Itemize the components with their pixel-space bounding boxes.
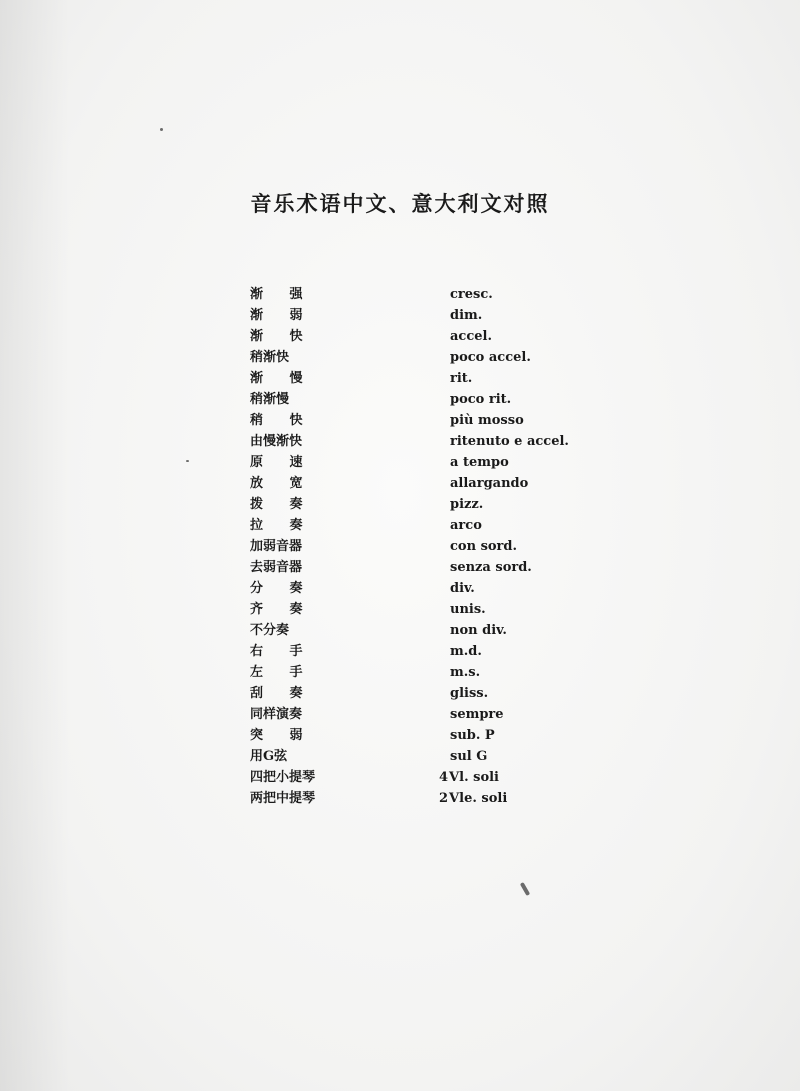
term-italian: a tempo <box>450 455 509 470</box>
term-italian: con sord. <box>450 539 518 554</box>
term-italian: più mosso <box>450 413 524 428</box>
term-italian: poco rit. <box>450 392 512 407</box>
term-row <box>250 515 590 536</box>
term-italian: div. <box>450 581 475 596</box>
term-italian: dim. <box>450 308 483 323</box>
term-chinese: 左 手 <box>250 665 314 680</box>
term-chinese: 原 速 <box>250 455 314 470</box>
term-row <box>250 494 590 515</box>
term-chinese: 稍渐慢 <box>250 392 290 407</box>
term-row <box>250 431 590 452</box>
term-chinese: 分 奏 <box>250 581 314 596</box>
term-row <box>250 389 590 410</box>
term-row <box>250 725 590 746</box>
term-chinese: 渐 弱 <box>250 308 314 323</box>
term-italian: sul G <box>450 749 488 764</box>
term-chinese: 放 宽 <box>250 476 314 491</box>
term-chinese: 刮 奏 <box>250 686 314 701</box>
term-row <box>250 347 590 368</box>
term-italian: cresc. <box>450 287 493 302</box>
term-chinese: 稍 快 <box>250 413 314 428</box>
term-chinese: 不分奏 <box>250 623 290 638</box>
term-row <box>250 578 590 599</box>
term-row <box>250 704 590 725</box>
term-chinese: 齐 奏 <box>250 602 314 617</box>
term-chinese: 用G弦 <box>250 749 288 764</box>
term-row <box>250 641 590 662</box>
term-chinese: 突 弱 <box>250 728 314 743</box>
term-italian: m.d. <box>450 644 482 659</box>
term-row <box>250 788 590 809</box>
term-row <box>250 305 590 326</box>
term-chinese: 四把小提琴 <box>250 770 316 785</box>
term-row <box>250 683 590 704</box>
term-row <box>250 599 590 620</box>
page-edge-shadow <box>0 0 70 1091</box>
term-chinese: 拨 奏 <box>250 497 314 512</box>
term-chinese: 渐 慢 <box>250 371 314 386</box>
paper-speck <box>520 882 530 896</box>
term-italian: m.s. <box>450 665 481 680</box>
term-chinese: 渐 强 <box>250 287 314 302</box>
paper-speck <box>186 460 189 462</box>
term-italian: allargando <box>450 476 529 491</box>
term-count: 4 <box>439 770 449 785</box>
term-count: 2 <box>439 791 449 806</box>
term-row <box>250 662 590 683</box>
term-chinese: 去弱音器 <box>250 560 303 575</box>
term-chinese: 右 手 <box>250 644 314 659</box>
term-italian <box>439 788 507 809</box>
term-chinese: 稍渐快 <box>250 350 290 365</box>
term-italian: unis. <box>450 602 486 617</box>
term-row <box>250 284 590 305</box>
term-chinese: 由慢渐快 <box>250 434 303 449</box>
term-italian <box>439 767 499 788</box>
term-italian: pizz. <box>450 497 484 512</box>
term-chinese: 加弱音器 <box>250 539 303 554</box>
term-row <box>250 557 590 578</box>
term-italian: poco accel. <box>450 350 531 365</box>
term-italian: senza sord. <box>450 560 532 575</box>
term-italian: non div. <box>450 623 507 638</box>
term-row <box>250 452 590 473</box>
term-italian: sempre <box>450 707 504 722</box>
term-row <box>250 326 590 347</box>
term-row <box>250 410 590 431</box>
term-chinese: 拉 奏 <box>250 518 314 533</box>
term-row <box>250 767 590 788</box>
term-row <box>250 746 590 767</box>
term-row <box>250 620 590 641</box>
term-italian: sub. P <box>450 728 495 743</box>
term-row <box>250 368 590 389</box>
term-chinese: 渐 快 <box>250 329 314 344</box>
term-italian-text: Vle. soli <box>449 791 508 806</box>
paper-speck <box>160 128 163 131</box>
term-row <box>250 473 590 494</box>
term-italian: rit. <box>450 371 473 386</box>
term-chinese: 两把中提琴 <box>250 791 316 806</box>
term-row <box>250 536 590 557</box>
terms-table <box>250 284 590 809</box>
term-italian: arco <box>450 518 482 533</box>
term-italian: accel. <box>450 329 492 344</box>
term-chinese: 同样演奏 <box>250 707 303 722</box>
term-italian: ritenuto e accel. <box>450 434 569 449</box>
term-italian: gliss. <box>450 686 489 701</box>
term-italian-text: Vl. soli <box>449 770 499 785</box>
page-title: 音乐术语中文、意大利文对照 <box>250 191 550 216</box>
